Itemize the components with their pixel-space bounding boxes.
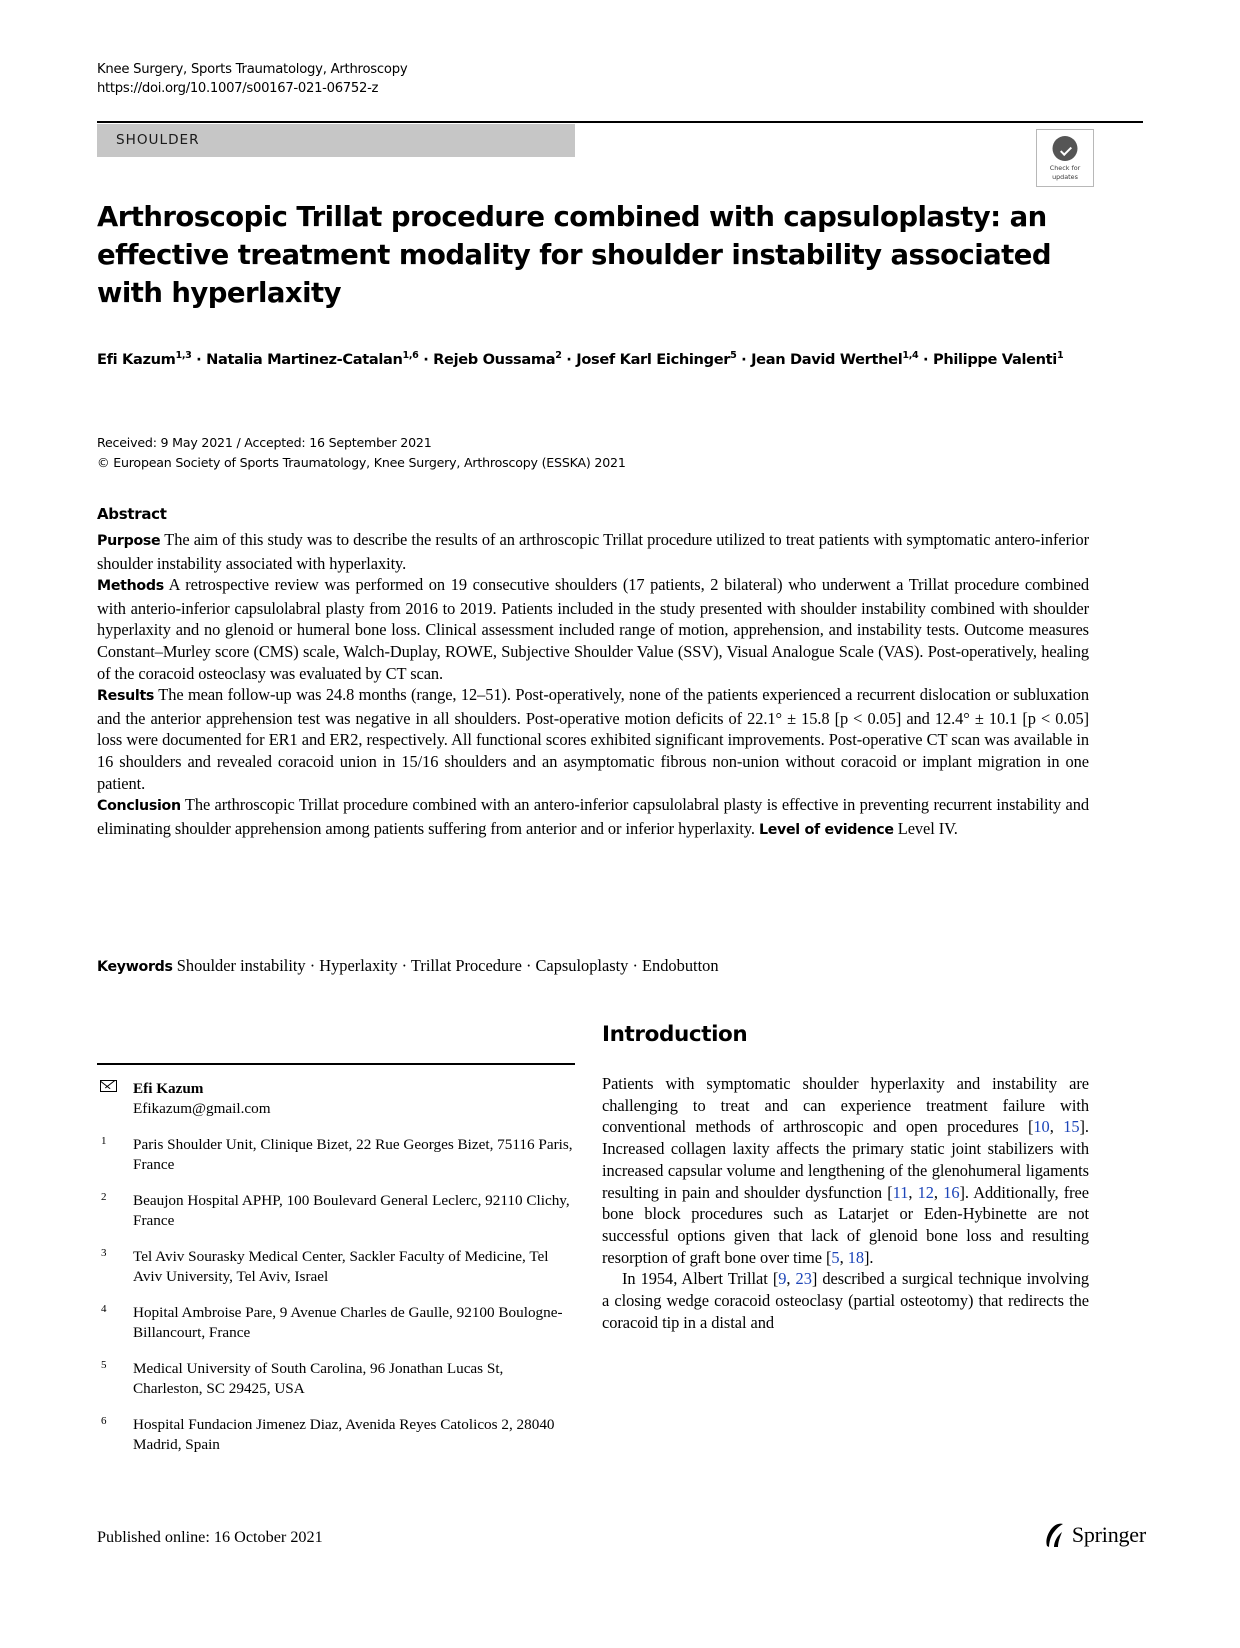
- abstract-methods-text: A retrospective review was performed on 19 consecutive shoulders (17 patients, 2 bilateral) who underwent a Trillat procedure combined with anterio-inferior capsulolabral plasty from 2016 to 2019. Patients included in the study presented with shoulder instability combined with shoulder hyperlaxity and no glenoid or humeral bone loss. Clinical assessment included range of motion, apprehension, and instability tests. Outcome measures Constant–Murley score (CMS) scale, Walch-Duplay, ROWE, Subjective Shoulder Value (SSV), Visual Analogue Scale (VAS). Post-operatively, healing of the coracoid osteoclasy was evaluated by CT scan.: [97, 575, 1090, 683]
- affiliation-text: Hopital Ambroise Pare, 9 Avenue Charles de Gaulle, 92100 Boulogne-Billancourt, France: [133, 1303, 563, 1342]
- author-list: [97, 347, 1087, 373]
- keywords-text: Shoulder instability · Hyperlaxity · Trillat Procedure · Capsuloplasty · Endobutton: [176, 956, 719, 975]
- abstract-results-text: The mean follow-up was 24.8 months (range, 12–51). Post-operatively, none of the patients experienced a recurrent dislocation or subluxation and the anterior apprehension test was negative in all shoulders. Post-operative motion deficits of 22.1° ± 15.8 [p < 0.05] and 12.4° ± 10.1 [p < 0.05] loss were documented for ER1 and ER2, respectively. All functional scores exhibited significant improvements. Post-operative CT scan was available in 16 shoulders and revealed coracoid union in 15/16 shoulders and an asymptomatic fibrous non-union without coracoid or implant migration in one patient.: [97, 685, 1089, 793]
- header-rule: [97, 121, 1143, 123]
- author-separator: ·: [918, 351, 933, 368]
- affiliation-number: 2: [101, 1190, 107, 1203]
- introduction-column: [602, 1022, 1089, 1333]
- introduction-paragraph-2: [602, 1268, 1089, 1333]
- citation-ref-23[interactable]: 23: [795, 1269, 812, 1289]
- intro-p2-seg-b: ,: [786, 1269, 796, 1289]
- section-tag-label: SHOULDER: [116, 132, 200, 148]
- citation-ref-9[interactable]: 9: [778, 1269, 787, 1289]
- abstract-results: [97, 684, 1089, 794]
- affiliation-text: Paris Shoulder Unit, Clinique Bizet, 22 Rue Georges Bizet, 75116 Paris, France: [133, 1135, 573, 1174]
- author-affiliation-marker: 5: [730, 350, 737, 362]
- corresponding-author-name: Efi Kazum: [133, 1079, 204, 1097]
- author-separator: ·: [736, 351, 752, 368]
- intro-p1-seg-h: ].: [863, 1247, 874, 1267]
- introduction-paragraph-1: [602, 1073, 1089, 1268]
- citation-ref-12[interactable]: 12: [917, 1182, 934, 1202]
- intro-p1-seg-e: ,: [933, 1182, 944, 1202]
- received-accepted: Received: 9 May 2021 / Accepted: 16 September 2021: [97, 435, 432, 450]
- crossmark-line-2: updates: [1052, 173, 1078, 181]
- author-name: Jean David Werthel: [751, 351, 903, 368]
- citation-ref-11[interactable]: 11: [892, 1182, 909, 1202]
- abstract-purpose-text: The aim of this study was to describe the results of an arthroscopic Trillat procedure utilized to treat patients with symptomatic antero-inferior shoulder instability associated with hyperlaxity.: [97, 530, 1089, 573]
- affiliation-item: [97, 1415, 575, 1456]
- intro-p1-seg-b: ,: [1049, 1117, 1064, 1137]
- affiliation-item: [97, 1247, 575, 1288]
- abstract-heading: Abstract: [97, 505, 167, 523]
- affiliation-number: 1: [101, 1134, 107, 1147]
- author-name: Efi Kazum: [97, 351, 176, 368]
- level-of-evidence-label: Level of evidence: [758, 821, 894, 838]
- abstract-section: [97, 505, 1089, 841]
- publisher-logo: [1044, 1522, 1146, 1548]
- affiliation-text: Medical University of South Carolina, 96 Jonathan Lucas St, Charleston, SC 29425, USA: [133, 1359, 504, 1398]
- copyright-line: © European Society of Sports Traumatology, Knee Surgery, Arthroscopy (ESSKA) 2021: [97, 455, 626, 470]
- author-affiliation-marker: 1,3: [175, 350, 192, 362]
- affiliation-text: Hospital Fundacion Jimenez Diaz, Avenida Reyes Catolicos 2, 28040 Madrid, Spain: [133, 1415, 555, 1454]
- affiliation-number: 3: [101, 1246, 107, 1259]
- author-affiliation-marker: 2: [555, 350, 562, 362]
- affiliation-item: [97, 1303, 575, 1344]
- abstract-methods-label: Methods: [97, 578, 164, 595]
- publication-dates: [97, 433, 997, 473]
- author-name: Josef Karl Eichinger: [576, 351, 731, 368]
- keywords-label: Keywords: [97, 959, 173, 975]
- affiliation-number: 6: [101, 1414, 107, 1427]
- intro-p1-seg-a: Patients with symptomatic shoulder hyperlaxity and instability are challenging to treat and can experience treatment failure with conventional methods of arthroscopic and open procedures [: [602, 1074, 1089, 1137]
- introduction-heading: Introduction: [602, 1022, 748, 1047]
- abstract-purpose-label: Purpose: [97, 533, 161, 549]
- abstract-purpose: [97, 529, 1089, 574]
- citation-ref-5[interactable]: 5: [831, 1247, 840, 1267]
- section-tag: [97, 124, 575, 157]
- affiliation-item: [97, 1191, 575, 1232]
- author-separator: ·: [418, 351, 434, 368]
- author-separator: ·: [561, 351, 577, 368]
- intro-p2-seg-a: In 1954, Albert Trillat [: [622, 1269, 779, 1289]
- author-name: Natalia Martinez-Catalan: [206, 351, 403, 368]
- springer-mark-icon: [1044, 1523, 1065, 1548]
- author-affiliation-marker: 1: [1056, 350, 1064, 362]
- affiliation-number: 4: [101, 1302, 107, 1315]
- publisher-name: Springer: [1071, 1522, 1146, 1547]
- journal-doi[interactable]: https://doi.org/10.1007/s00167-021-06752-z: [97, 81, 379, 96]
- abstract-conclusion-label: Conclusion: [97, 798, 181, 815]
- intro-p1-seg-c: ]. Increased collagen laxity affects the primary static joint stabilizers with increased capsular volume and lengthening of the glenohumeral ligaments resulting in pain and shoulder dysfunction [: [602, 1117, 1089, 1202]
- crossmark-line-1: Check for: [1049, 164, 1081, 172]
- envelope-icon: [100, 1080, 117, 1092]
- affiliation-item: [97, 1359, 575, 1400]
- citation-ref-18[interactable]: 18: [847, 1247, 864, 1267]
- affiliation-number: 5: [101, 1358, 107, 1371]
- intro-p2-seg-c: ] described a surgical technique involving a closing wedge coracoid osteoclasy (partial osteotomy) that redirects the coracoid tip in a distal and: [602, 1269, 1089, 1332]
- abstract-results-label: Results: [97, 688, 155, 705]
- affiliation-item: [97, 1135, 575, 1176]
- abstract-conclusion-text: The arthroscopic Trillat procedure combined with an antero-inferior capsulolabral plasty is effective in preventing recurrent instability and eliminating shoulder apprehension among patients suffering from anterior and or inferior hyperlaxity.: [97, 795, 1089, 838]
- intro-p1-seg-g: ,: [839, 1247, 848, 1267]
- abstract-methods: [97, 574, 1089, 684]
- citation-ref-16[interactable]: 16: [943, 1182, 960, 1202]
- level-of-evidence-text: Level IV.: [897, 818, 958, 838]
- correspondence-block: [97, 1079, 575, 1120]
- correspondence-rule: [97, 1063, 575, 1065]
- corresponding-author-email[interactable]: Efikazum@gmail.com: [133, 1100, 271, 1118]
- author-name: Rejeb Oussama: [433, 351, 556, 368]
- published-online: Published online: 16 October 2021: [97, 1528, 323, 1546]
- intro-p1-seg-d: ,: [908, 1182, 918, 1202]
- affiliation-text: Beaujon Hospital APHP, 100 Boulevard General Leclerc, 92110 Clichy, France: [133, 1191, 570, 1230]
- affiliations-column: [97, 1063, 575, 1456]
- abstract-conclusion: [97, 794, 1089, 841]
- affiliation-text: Tel Aviv Sourasky Medical Center, Sackler Faculty of Medicine, Tel Aviv University, Tel Aviv, Israel: [133, 1247, 549, 1286]
- author-separator: ·: [191, 351, 207, 368]
- citation-ref-15[interactable]: 15: [1063, 1117, 1080, 1137]
- journal-header: [97, 60, 797, 98]
- check-circle-icon: [1053, 136, 1078, 161]
- intro-p1-seg-f: ]. Additionally, free bone block procedures such as Latarjet or Eden-Hybinette are not successful options given that lack of glenoid bone loss and resulting resorption of graft bone over time [: [602, 1182, 1089, 1267]
- page-title: Arthroscopic Trillat procedure combined with capsuloplasty: an effective treatment modality for shoulder instability associated with hyperlaxity: [97, 201, 1051, 309]
- keywords-section: [97, 955, 1089, 979]
- citation-ref-10[interactable]: 10: [1033, 1117, 1050, 1137]
- crossmark-badge[interactable]: [1036, 129, 1094, 187]
- author-affiliation-marker: 1,4: [902, 350, 919, 362]
- journal-name: Knee Surgery, Sports Traumatology, Arthroscopy: [97, 62, 408, 77]
- author-name: Philippe Valenti: [932, 351, 1057, 368]
- author-affiliation-marker: 1,6: [402, 350, 419, 362]
